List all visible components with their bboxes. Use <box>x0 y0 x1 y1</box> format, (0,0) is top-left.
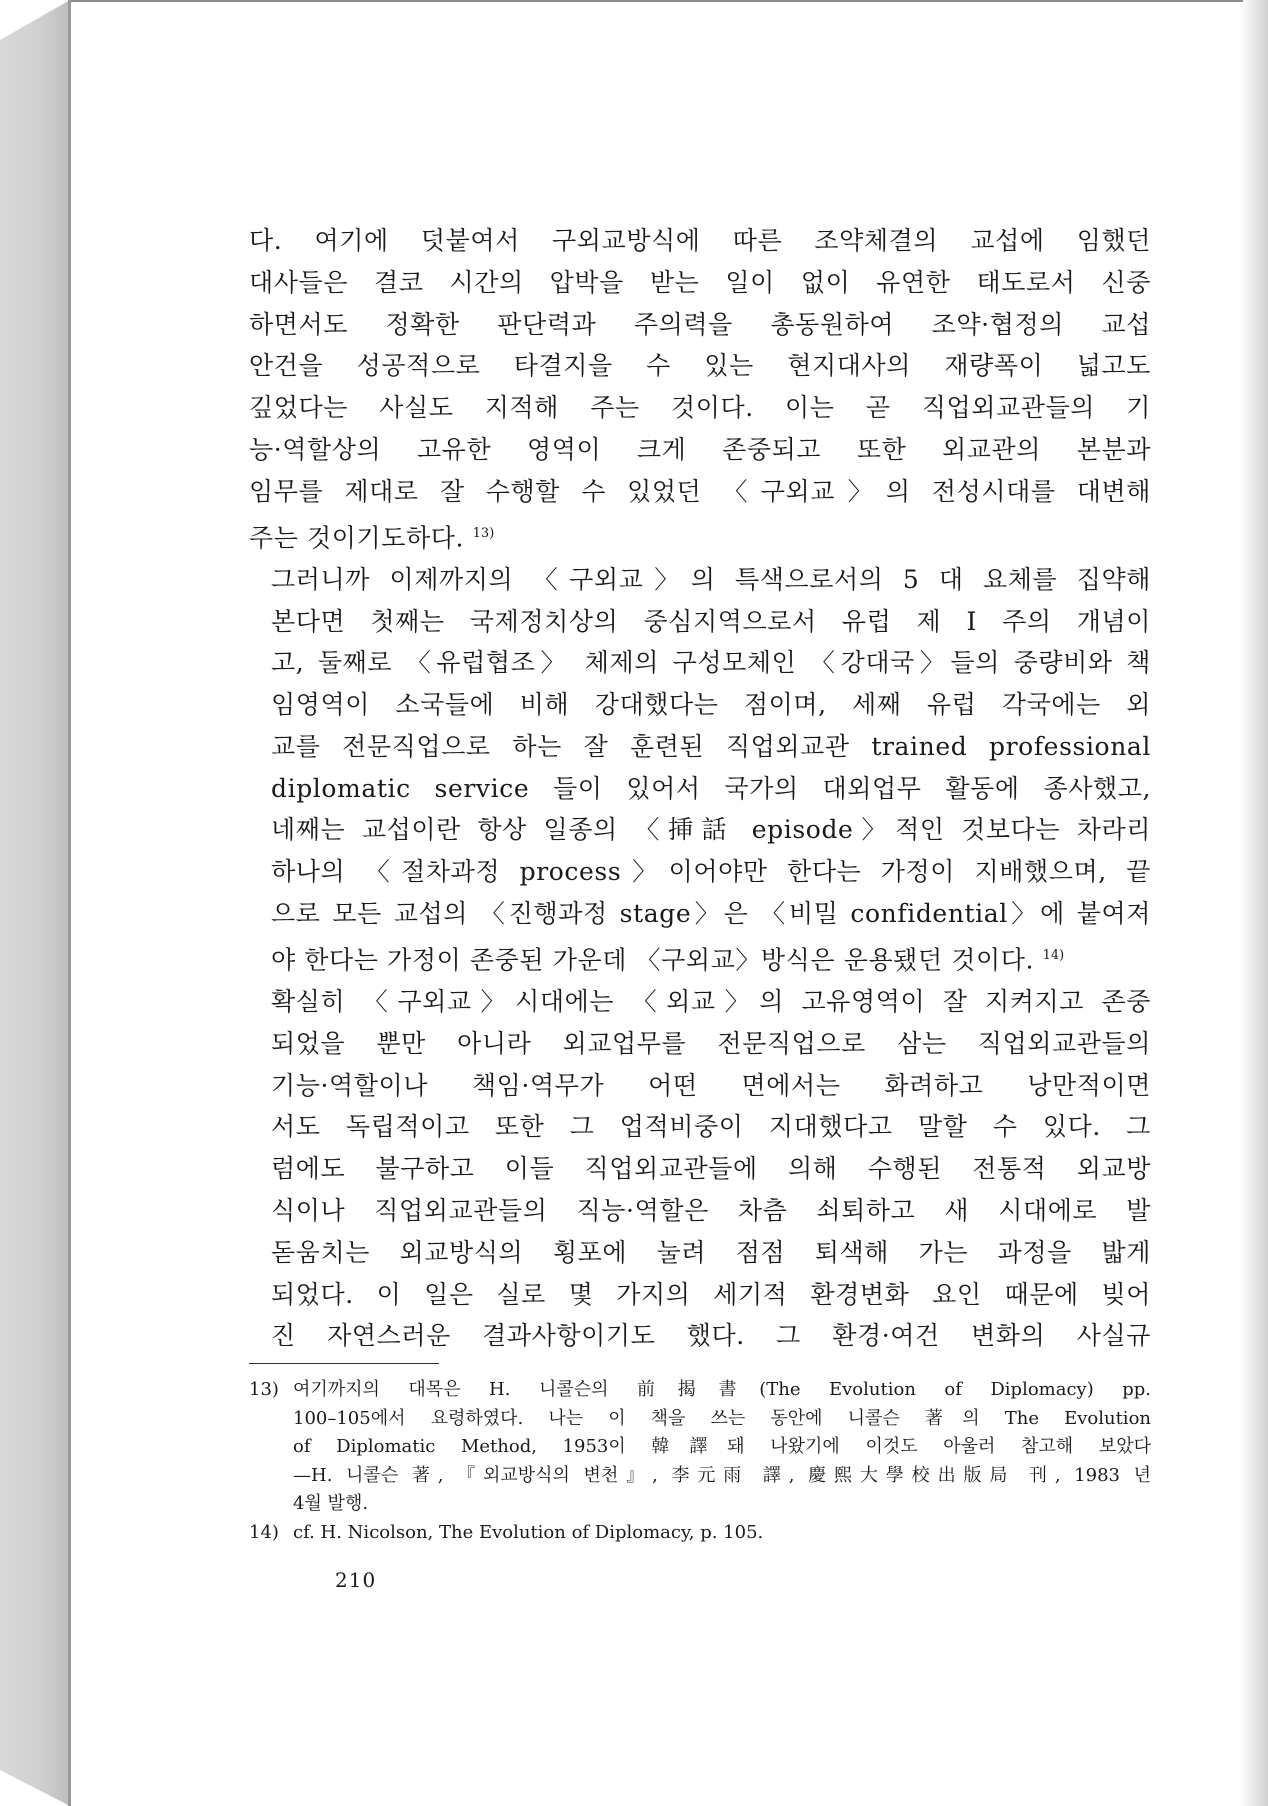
paragraph-1 <box>249 220 1151 559</box>
page-number: 210 <box>335 1568 377 1592</box>
text-line: 으로 모든 교섭의 〈진행과정 stage〉은 〈비밀 confidential〉에 붙여져 <box>271 899 1151 929</box>
text-line: 임무를 제대로 잘 수행할 수 있었던 〈구외교〉의 전성시대를 대변해 <box>249 476 1151 506</box>
paragraph-3 <box>249 981 1151 1357</box>
text-line: diplomatic service 들이 있어서 국가의 대외업무 활동에 종사했고, <box>271 773 1151 803</box>
text-line: 돋움치는 외교방식의 횡포에 눌려 점점 퇴색해 가는 과정을 밟게 <box>271 1237 1151 1267</box>
text-line: 안건을 성공적으로 타결지을 수 있는 현지대사의 재량폭이 넓고도 <box>249 351 1151 381</box>
text-line: 깊었다는 사실도 지적해 주는 것이다. 이는 곧 직업외교관들의 기 <box>249 393 1151 423</box>
footnote-line: cf. H. Nicolson, The Evolution of Diplomacy, p. 105. <box>293 1521 764 1543</box>
text-line: 확실히 〈구외교〉시대에는 〈외교〉의 고유영역이 잘 지켜지고 존중 <box>271 987 1151 1016</box>
book-edge-shadow <box>1240 0 1268 1806</box>
text-line: 다. 여기에 덧붙여서 구외교방식에 따른 조약체결의 교섭에 임했던 <box>249 226 1151 255</box>
page-content <box>249 220 1151 1547</box>
text-line: 되었을 뿐만 아니라 외교업무를 전문직업으로 삼는 직업외교관들의 <box>271 1028 1151 1058</box>
text-line: 럼에도 불구하고 이들 직업외교관들에 의해 수행된 전통적 외교방 <box>271 1154 1151 1184</box>
footnote-number: 13) <box>249 1379 279 1401</box>
footnote-ref-14: 14) <box>1042 947 1065 963</box>
text-line: 되었다. 이 일은 실로 몇 가지의 세기적 환경변화 요인 때문에 빚어 <box>271 1279 1151 1309</box>
text-line-content: 주는 것이기도하다. <box>249 522 465 552</box>
footnote-number: 14) <box>249 1521 279 1543</box>
footnote-ref-13: 13) <box>472 525 495 541</box>
text-line: 기능·역할이나 책임·역무가 어떤 면에서는 화려하고 낭만적이면 <box>271 1070 1151 1100</box>
book-page <box>71 0 1243 1806</box>
paragraph-2 <box>249 559 1151 981</box>
text-line: 진 자연스러운 결과사항이기도 했다. 그 환경·여건 변화의 사실규 <box>271 1321 1151 1351</box>
footnote-line: 100–105에서 요령하였다. 나는 이 책을 쓰는 동안에 니콜슨 著의 The Evolution <box>293 1407 1151 1429</box>
footnote-line: 여기까지의 대목은 H. 니콜슨의 前揭書(The Evolution of Diplomacy) pp. <box>293 1379 1151 1401</box>
text-line: 임영역이 소국들에 비해 강대했다는 점이며, 세째 유럽 각국에는 외 <box>271 690 1151 720</box>
text-line: 하면서도 정확한 판단력과 주의력을 총동원하여 조약·협정의 교섭 <box>249 309 1151 339</box>
text-line: 서도 독립적이고 또한 그 업적비중이 지대했다고 말할 수 있다. 그 <box>271 1112 1151 1142</box>
body-text <box>249 220 1151 1357</box>
text-line: 고, 둘째로 〈유럽협조〉 체제의 구성모체인 〈강대국〉들의 중량비와 책 <box>271 648 1151 678</box>
text-line: 그러니까 이제까지의 〈구외교〉의 특색으로서의 5 대 요체를 집약해 <box>271 564 1151 594</box>
text-line: 식이나 직업외교관들의 직능·역할은 차츰 쇠퇴하고 새 시대에로 발 <box>271 1195 1151 1225</box>
text-line <box>249 935 1151 981</box>
footnote-line: —H. 니콜슨 著, 『외교방식의 변천』, 李元雨 譯, 慶熙大學校出版局 刊, 1983 년 <box>293 1464 1151 1486</box>
text-line: 본다면 첫째는 국제정치상의 중심지역으로서 유럽 제 I 주의 개념이 <box>271 606 1151 636</box>
book-spine <box>0 0 70 1806</box>
footnote-divider <box>249 1363 439 1364</box>
footnotes <box>249 1376 1151 1547</box>
text-line: 교를 전문직업으로 하는 잘 훈련된 직업외교관 trained professional <box>271 731 1151 761</box>
text-line-content: 야 한다는 가정이 존중된 가운데 〈구외교〉방식은 운용됐던 것이다. <box>271 945 1035 975</box>
text-line: 네째는 교섭이란 항상 일종의 〈挿話 episode〉적인 것보다는 차라리 <box>271 815 1151 845</box>
footnote-line: of Diplomatic Method, 1953이 韓譯돼 나왔기에 이것도 아울러 참고해 보았다 <box>293 1436 1151 1458</box>
footnote-line: 4월 발행. <box>293 1493 369 1515</box>
footnote-13 <box>249 1376 1151 1519</box>
text-line: 하나의 〈절차과정 process〉이어야만 한다는 가정이 지배했으며, 끝 <box>271 857 1151 887</box>
footnote-14 <box>249 1519 1151 1548</box>
text-line: 대사들은 결코 시간의 압박을 받는 일이 없이 유연한 태도로서 신중 <box>249 267 1151 297</box>
text-line: 능·역할상의 고유한 영역이 크게 존중되고 또한 외교관의 본분과 <box>249 434 1151 464</box>
text-line <box>249 513 1151 559</box>
